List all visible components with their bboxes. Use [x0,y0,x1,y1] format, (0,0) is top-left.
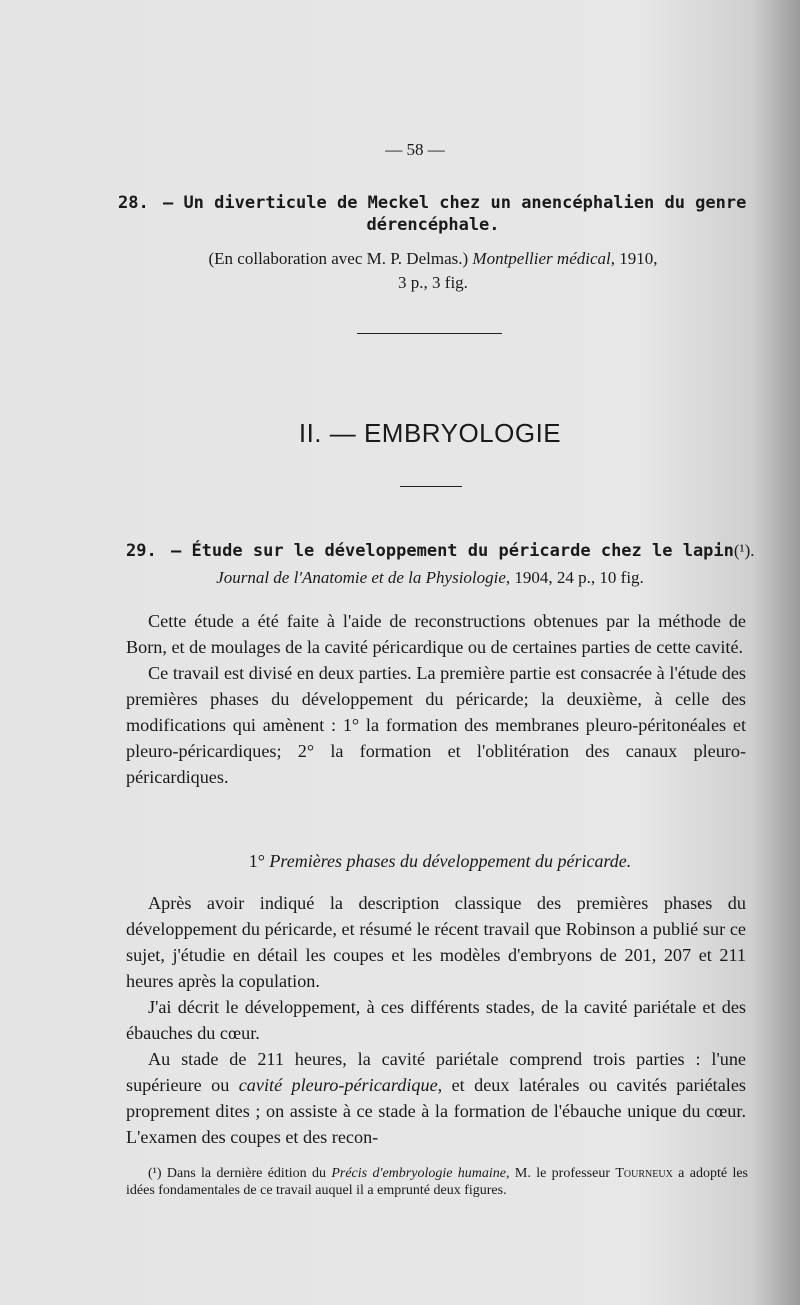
paragraph: Cette étude a été faite à l'aide de reconstructions obtenues par la méthode de Born, et de moulages de la cavité péricardique ou de certaines parties de cette cavité. [126,611,746,657]
section-1-paragraphs [126,890,746,1150]
entry-29-note-mark: (¹). [733,541,755,560]
footnote-text-mid: , M. le professeur [506,1166,616,1181]
footnote-text-end: a adopté les idées fondamentales de ce travail auquel il a emprunté deux figures. [126,1166,748,1198]
entry-29-title-text: — Étude sur le développement du péricarde chez le lapin [170,541,734,561]
paragraph: Après avoir indiqué la description classique des premières phases du développement du péricarde, et résumé le récent travail que Robinson a publié sur ce sujet, j'étudie en détail les coupes et les modèles d'embryons de 201, 207 et 211 heures après la copulation. [126,893,746,991]
entry-29-reference [150,566,710,590]
footnote-text-start: Dans la dernière édition du [161,1166,332,1181]
entry-29-ref-suffix: , 1904, 24 p., 10 fig. [505,568,644,587]
section-heading: II. — EMBRYOLOGIE [298,418,562,448]
paragraph: Ce travail est divisé en deux parties. La première partie est consacrée à l'étude des premières phases du développement du péricarde; la deuxième, à celle des modifications qui amènent : 1° la formation des membranes pleuro-péritonéales et pleuro-péricardiques; 2° la formation et l'oblitération des canaux pleuro-péricardiques. [126,663,746,787]
entry-28-ref-line2: 3 p., 3 fig. [398,273,468,292]
entry-28-reference [118,247,748,295]
section-rule [400,486,462,487]
subheading [0,851,800,872]
entry-28-title [118,192,748,236]
entry-28-title-line1: — Un diverticule de Meckel chez un anencéphalien du genre [162,193,747,213]
subheading-text: Premières phases du développement du péricarde. [269,851,632,871]
paragraph [126,1046,746,1150]
subheading-number: 1° [248,851,265,871]
entry-28-number: 28. [118,193,149,213]
entry-28-ref-prefix: (En collaboration avec M. P. Delmas.) [208,249,473,268]
footnote [126,1165,748,1199]
footnote-book: Précis d'embryologie humaine [331,1166,507,1181]
entry-28-title-line2: dérencéphale. [366,215,500,235]
entry-29-number: 29. [126,541,157,561]
paragraph: J'ai décrit le développement, à ces différents stades, de la cavité pariétale et des ébauches du cœur. [126,997,746,1043]
entry-28-ref-journal: Montpellier médical [472,249,611,268]
separator-rule [357,333,502,334]
page-number: — 58 — [385,140,445,159]
footnote-mark: (¹) [148,1166,162,1181]
entry-29-ref-journal: Journal de l'Anatomie et de la Physiologie [216,568,506,587]
p3-start: Au stade de 211 heures, la cavité pariétale comprend trois parties : l'une supérieure ou [126,1049,746,1095]
entry-28-ref-suffix: , 1910, [610,249,658,268]
intro-paragraphs [126,608,746,790]
p3-end: , et deux latérales ou cavités pariétales proprement dites ; on assiste à ce stade à la formation de l'ébauche unique du cœur. L'examen des coupes et des recon- [126,1075,746,1147]
p3-italic: cavité pleuro-péricardique [238,1075,438,1095]
footnote-author: Tourneux [615,1166,673,1181]
entry-29-title [126,540,766,562]
